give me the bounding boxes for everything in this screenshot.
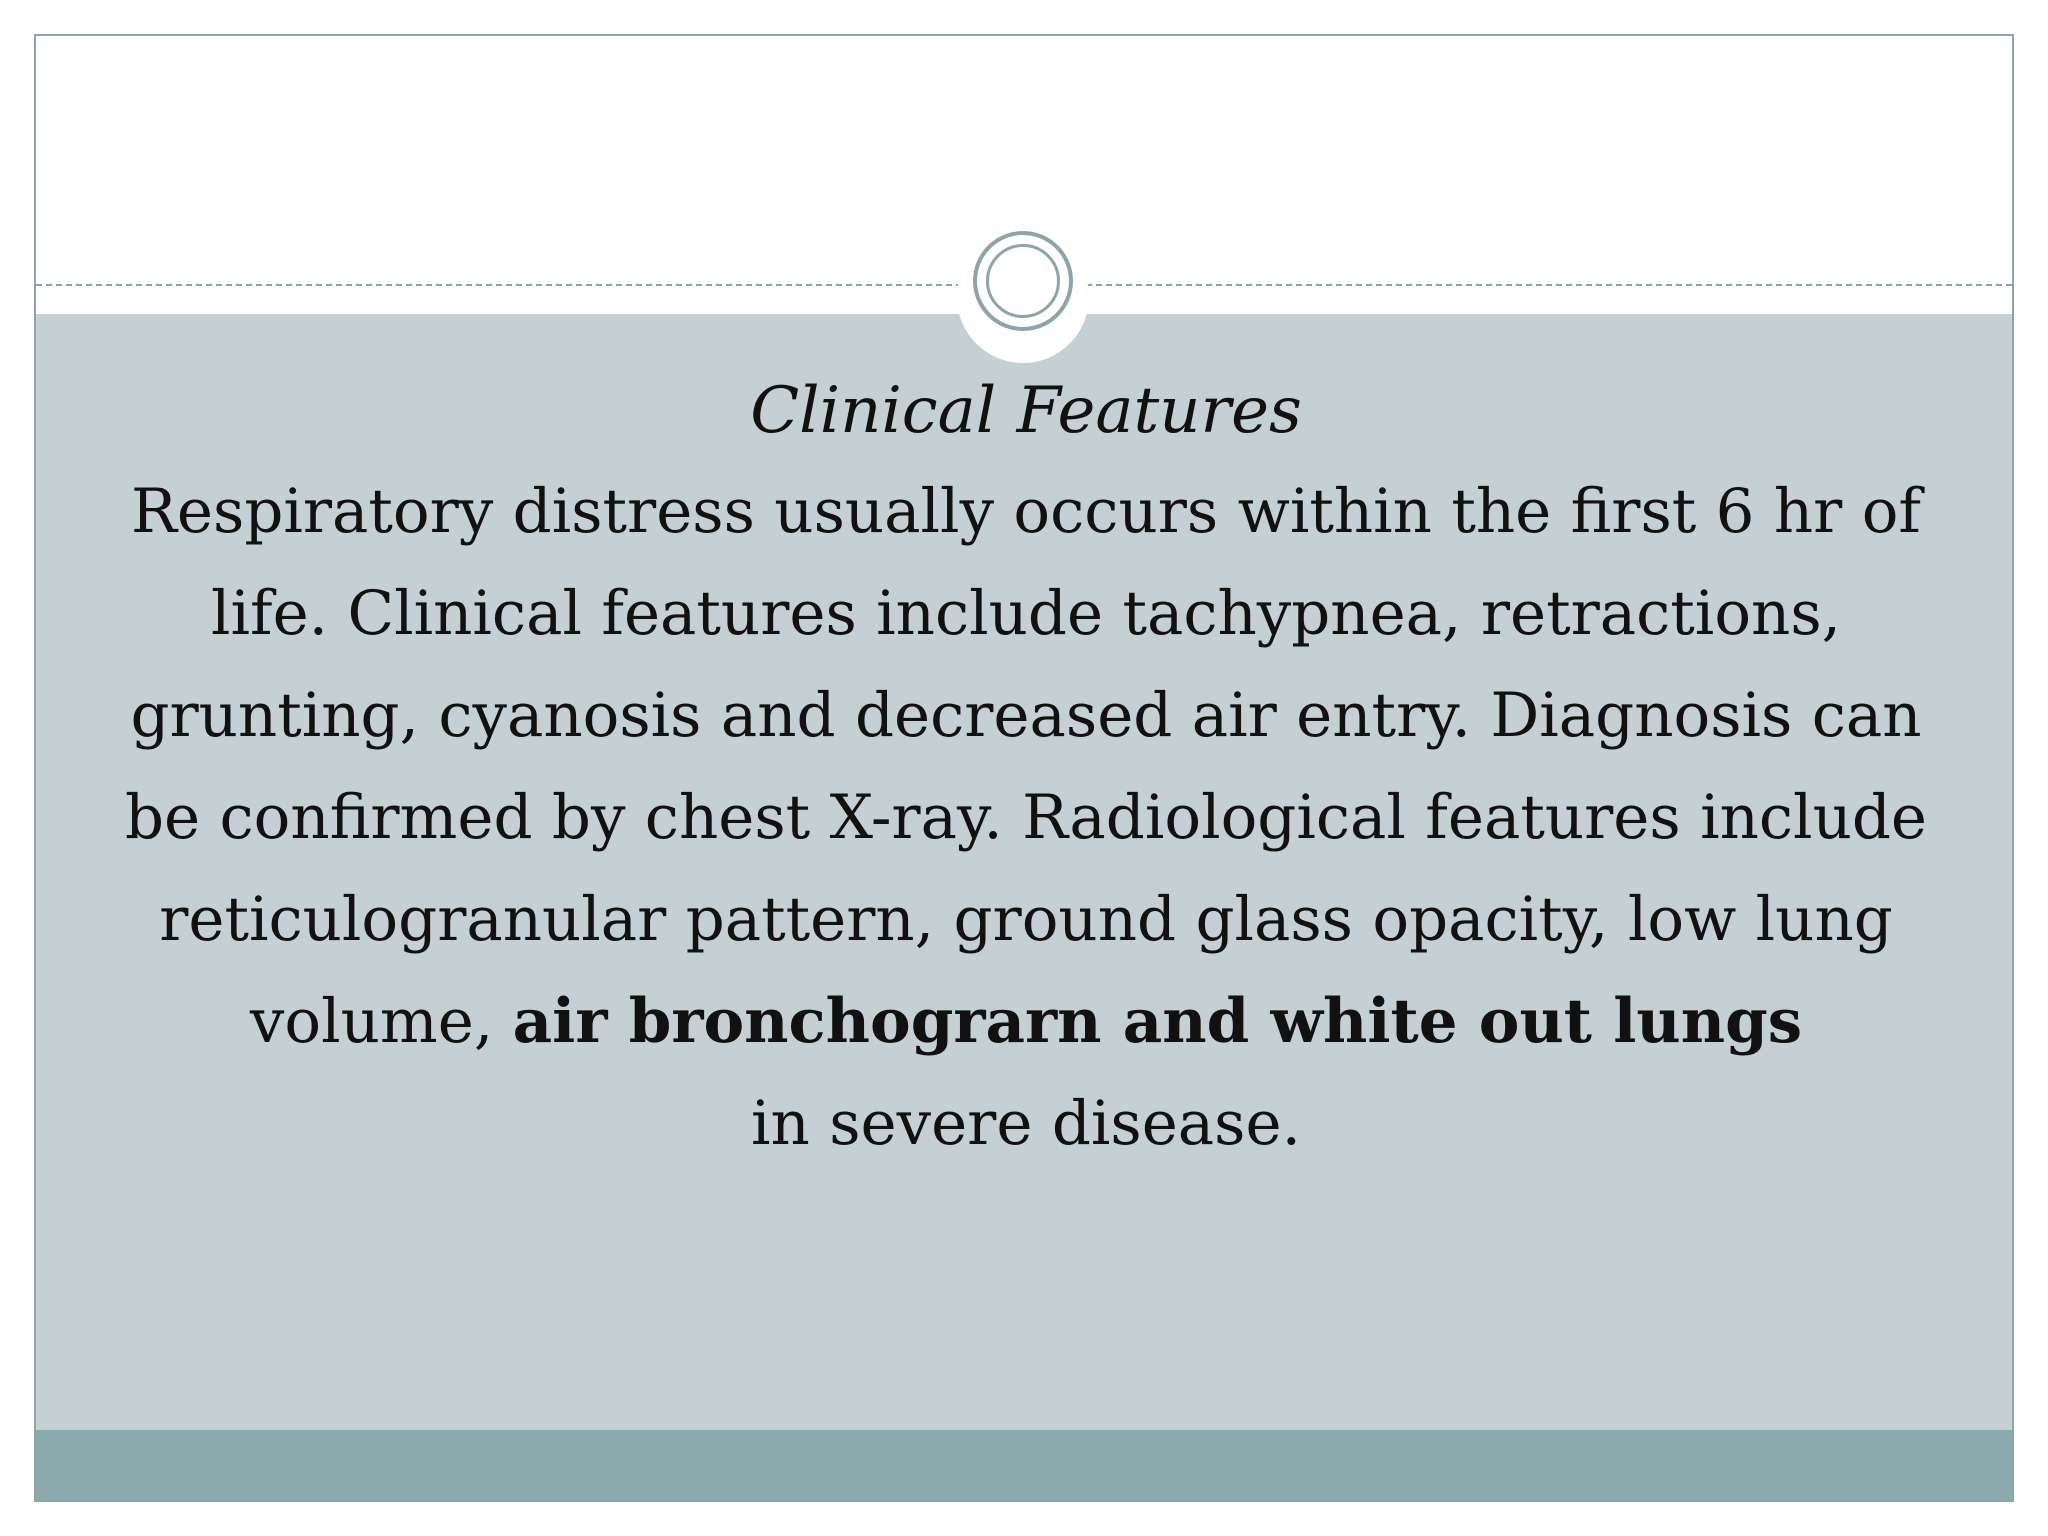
slide-title: Clinical Features [750,374,1302,448]
body-line: in severe disease. [751,1088,1301,1159]
body-line: reticulogranular pattern, ground glass opacity, low lung [159,884,1893,955]
footer-bar [36,1430,2012,1500]
circle-ornament-icon [973,231,1073,331]
circle-ornament-inner-ring [986,244,1060,318]
slide [34,34,2014,1502]
body-line: be confirmed by chest X-ray. Radiological features include [124,782,1928,853]
slide-text-block [96,361,1956,1175]
body-line-prefix: volume, [249,986,513,1057]
emphasized-text: air bronchograrn and white out lungs [512,986,1803,1057]
body-line: life. Clinical features include tachypnea, retractions, [210,578,1842,649]
body-line-with-emphasis [96,971,1956,1073]
body-line: Respiratory distress usually occurs within the first 6 hr of [131,476,1921,547]
body-line: grunting, cyanosis and decreased air entry. Diagnosis can [130,680,1922,751]
